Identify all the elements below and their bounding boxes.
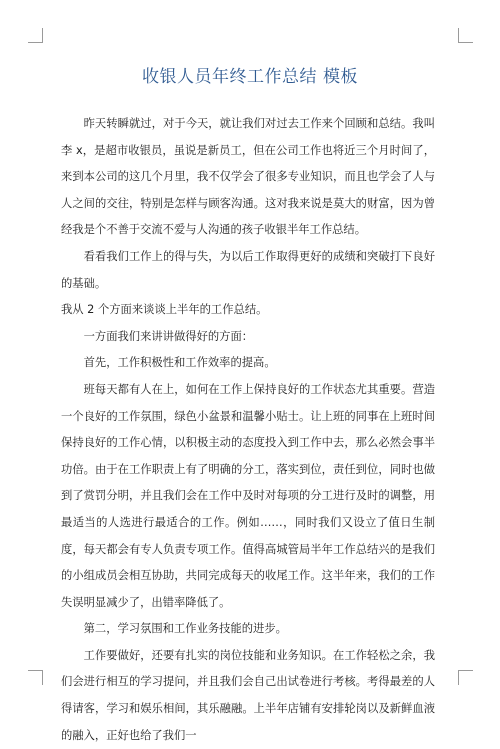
paragraph: 我从 2 个方面来谈谈上半年的工作总结。	[61, 303, 268, 317]
paragraph: 第二，学习氛围和工作业务技能的进步。	[83, 622, 287, 636]
crop-mark-top-right	[458, 28, 473, 43]
crop-mark-top-left	[28, 28, 43, 43]
paragraph: 一方面我们来讲讲做得好的方面：	[83, 329, 254, 343]
paragraph: 工作要做好，还要有扎实的岗位技能和业务知识。在工作轻松之余，我们会进行相互的学习提问，并且我们会自己出试卷进行考核。考得最差的人得请客，学习和娱乐相间，其乐融融。上半年店铺有安排轮岗以及新鲜血液的融入，正好也给了我们一	[61, 648, 435, 742]
paragraph: 看看我们工作上的得与失，为以后工作取得更好的成绩和突破打下良好的基础。	[61, 249, 435, 290]
paragraph: 班每天都有人在上，如何在工作上保持良好的工作状态尤其重要。营造一个良好的工作氛围，绿色小盆景和温馨小贴士。让上班的同事在上班时间保持良好的工作心情，以积极主动的态度投入到工作中去，那么必然会事半功倍。由于在工作职责上有了明确的分工，落实到位，责任到位，同时也做到了赏罚分明，并且我们会在工作中及时对每项的分工进行及时的调整，用最适当的人选进行最适合的工作。例如……，同时我们又设立了值日生制度，每天都会有专人负责专项工作。值得高城管局半年工作总结兴的是我们的小组成员会相互协助，共同完成每天的收尾工作。这半年来，我们的工作失误明显减少了，出错率降低了。	[61, 382, 435, 609]
paragraph: 首先，工作积极性和工作效率的提高。	[83, 356, 276, 370]
crop-mark-bottom-left	[28, 670, 43, 685]
document-title: 收银人员年终工作总结 模板	[142, 67, 358, 87]
document-body	[61, 111, 435, 749]
paragraph: 昨天转瞬就过，对于今天，就让我们对过去工作来个回顾和总结。我叫李 x，是超市收银员，虽说是新员工，但在公司工作也将近三个月时间了，来到本公司的这几个月里，我不仅学会了很多专业知识，而且也学会了人与人之间的交往，特别是怎样与顾客沟通。这对我来说是莫大的财富，因为曾经我是个不善于交流不爱与人沟通的孩子收银半年工作总结。	[61, 117, 435, 237]
crop-mark-bottom-right	[458, 670, 473, 685]
